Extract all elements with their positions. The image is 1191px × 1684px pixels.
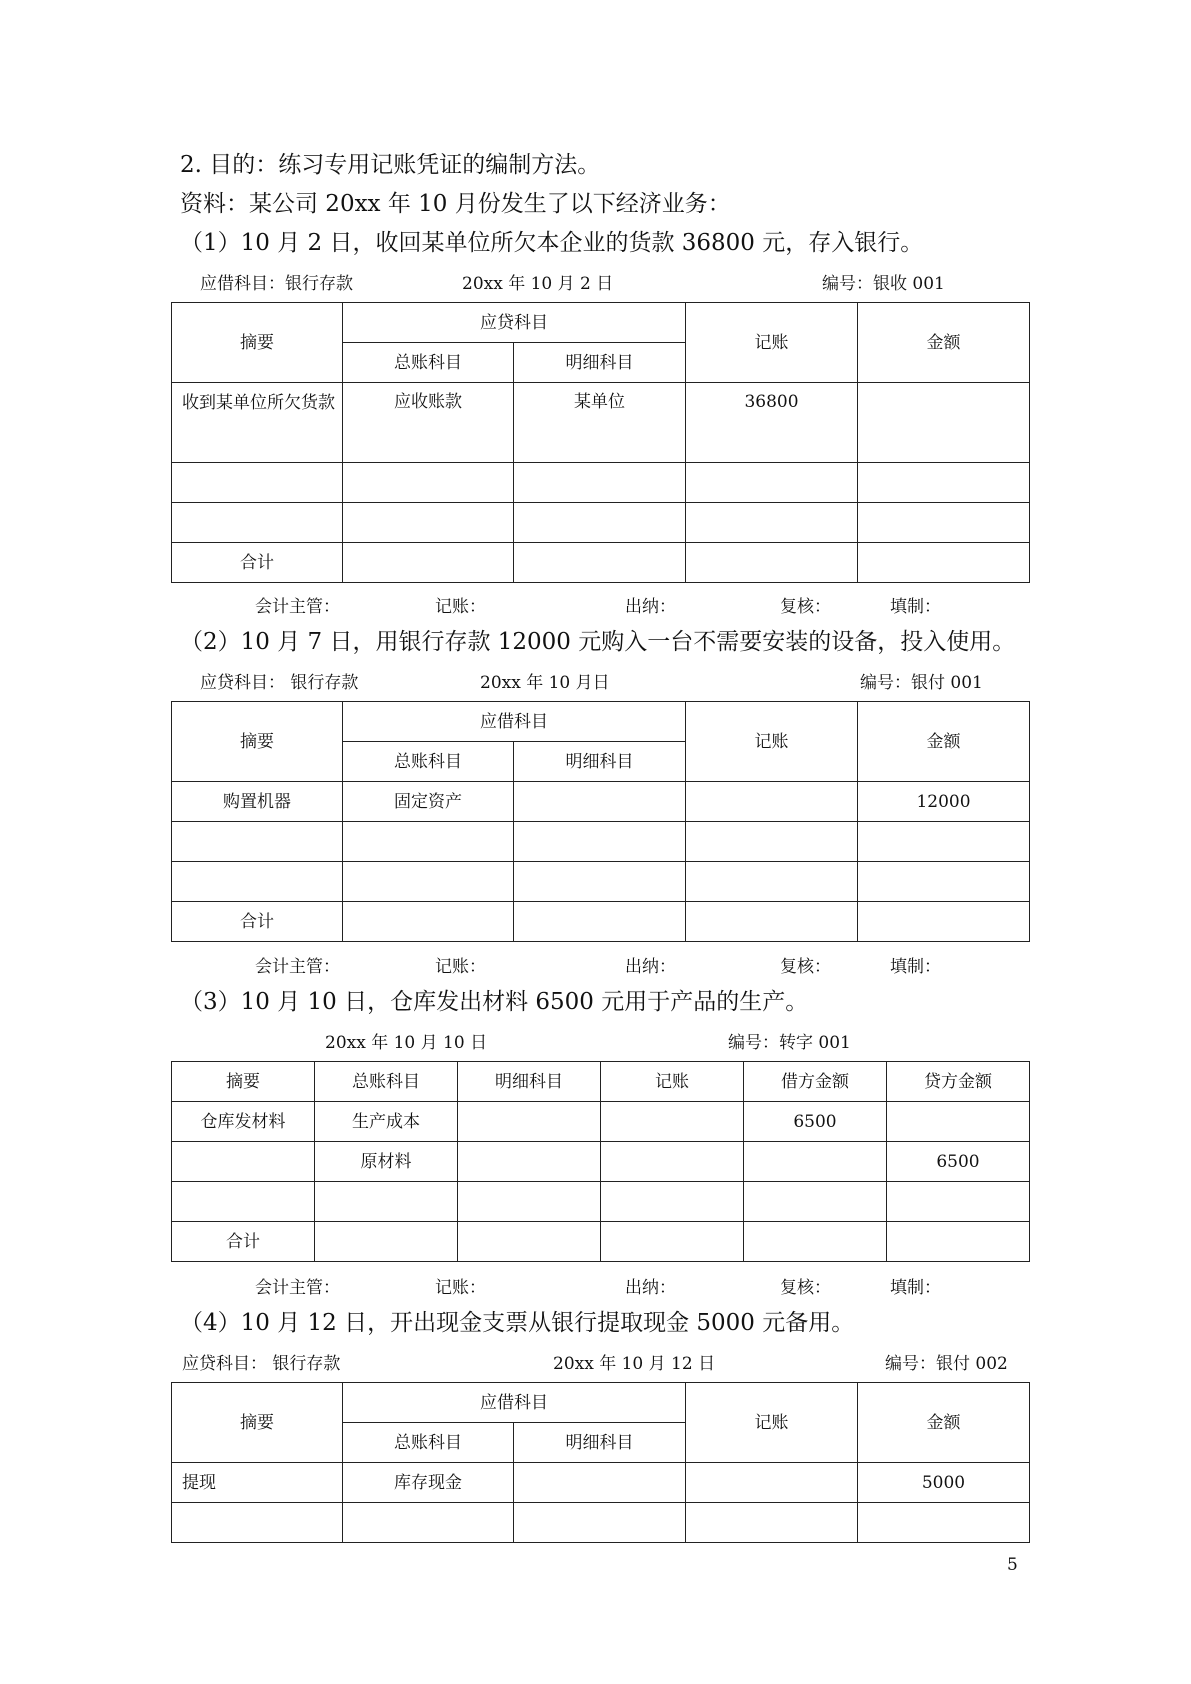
cell-detail [514, 463, 686, 503]
voucher-1-date: 20xx 年 10 月 2 日 [462, 274, 614, 294]
header-summary: 摘要 [172, 1383, 343, 1463]
cell-credit [887, 1102, 1030, 1142]
cell-credit [887, 1182, 1030, 1222]
voucher-1-description: （1）10 月 2 日，收回某单位所欠本企业的货款 36800 元，存入银行。 [180, 230, 924, 256]
cell-detail [458, 1222, 601, 1262]
voucher-2-table [171, 701, 1030, 942]
cell-posted [686, 862, 858, 902]
cell-debit [744, 1222, 887, 1262]
cell-debit [744, 1182, 887, 1222]
table-row [172, 862, 1030, 902]
cell-debit [744, 1142, 887, 1182]
header-general-ledger: 总账科目 [315, 1062, 458, 1102]
cell-general [343, 1503, 514, 1543]
cell-general [343, 822, 514, 862]
cell-detail [458, 1142, 601, 1182]
sig-bookkeeper: 记账： [435, 597, 486, 617]
cell-detail [514, 503, 686, 543]
sig-preparer: 填制： [890, 1278, 941, 1298]
sig-cashier: 出纳： [625, 1278, 676, 1298]
cell-amount [858, 862, 1030, 902]
cell-summary [172, 463, 343, 503]
table-row-total [172, 902, 1030, 942]
header-general-ledger: 总账科目 [343, 1423, 514, 1463]
cell-credit: 6500 [887, 1142, 1030, 1182]
header-posted: 记账 [686, 303, 858, 383]
cell-detail [514, 543, 686, 583]
sig-reviewer: 复核： [780, 957, 831, 977]
cell-detail [514, 902, 686, 942]
voucher-2-date: 20xx 年 10 月日 [480, 673, 610, 693]
cell-posted [686, 1503, 858, 1543]
header-summary: 摘要 [172, 1062, 315, 1102]
header-amount: 金额 [858, 1383, 1030, 1463]
cell-amount [858, 383, 1030, 463]
cell-general [343, 902, 514, 942]
cell-detail [514, 862, 686, 902]
cell-summary: 仓库发材料 [172, 1102, 315, 1142]
header-debit-amount: 借方金额 [744, 1062, 887, 1102]
cell-credit [887, 1222, 1030, 1262]
cell-debit: 6500 [744, 1102, 887, 1142]
cell-general [315, 1222, 458, 1262]
cell-summary [172, 1182, 315, 1222]
header-debit-account: 应借科目 [343, 1383, 686, 1423]
voucher-4-number: 编号：银付 002 [885, 1354, 1008, 1374]
cell-detail [458, 1182, 601, 1222]
table-row [172, 1503, 1030, 1543]
table-row [172, 782, 1030, 822]
cell-general [343, 503, 514, 543]
cell-amount [858, 543, 1030, 583]
cell-summary: 购置机器 [172, 782, 343, 822]
cell-posted [686, 463, 858, 503]
header-detail-account: 明细科目 [514, 343, 686, 383]
cell-general [315, 1182, 458, 1222]
cell-amount [858, 1503, 1030, 1543]
cell-posted [601, 1102, 744, 1142]
voucher-4-account: 应贷科目： 银行存款 [182, 1354, 341, 1374]
header-general-ledger: 总账科目 [343, 742, 514, 782]
voucher-1-table [171, 302, 1030, 583]
voucher-1-number: 编号：银收 001 [822, 274, 945, 294]
header-posted: 记账 [686, 702, 858, 782]
header-detail-account: 明细科目 [514, 742, 686, 782]
cell-amount: 5000 [858, 1463, 1030, 1503]
table-row [172, 1182, 1030, 1222]
cell-summary: 合计 [172, 902, 343, 942]
cell-detail [514, 1463, 686, 1503]
table-row-total [172, 543, 1030, 583]
cell-general: 生产成本 [315, 1102, 458, 1142]
cell-general: 应收账款 [343, 383, 514, 463]
sig-chief-accountant: 会计主管： [255, 597, 340, 617]
cell-amount [858, 463, 1030, 503]
cell-summary: 合计 [172, 543, 343, 583]
sig-bookkeeper: 记账： [435, 1278, 486, 1298]
cell-general [343, 543, 514, 583]
page-number: 5 [1007, 1555, 1018, 1575]
sig-bookkeeper: 记账： [435, 957, 486, 977]
cell-detail: 某单位 [514, 383, 686, 463]
cell-posted [601, 1182, 744, 1222]
header-detail-account: 明细科目 [514, 1423, 686, 1463]
header-credit-account: 应贷科目 [343, 303, 686, 343]
header-amount: 金额 [858, 702, 1030, 782]
material-text: 资料：某公司 20xx 年 10 月份发生了以下经济业务： [180, 191, 731, 217]
header-amount: 金额 [858, 303, 1030, 383]
header-posted: 记账 [686, 1383, 858, 1463]
voucher-4-date: 20xx 年 10 月 12 日 [553, 1354, 716, 1374]
cell-summary [172, 822, 343, 862]
cell-posted [686, 902, 858, 942]
cell-summary [172, 503, 343, 543]
voucher-2-number: 编号：银付 001 [860, 673, 983, 693]
table-row [172, 1463, 1030, 1503]
header-detail-account: 明细科目 [458, 1062, 601, 1102]
voucher-3-table [171, 1061, 1030, 1262]
cell-summary [172, 862, 343, 902]
cell-posted [686, 543, 858, 583]
header-posted: 记账 [601, 1062, 744, 1102]
cell-summary [172, 1503, 343, 1543]
header-general-ledger: 总账科目 [343, 343, 514, 383]
cell-general: 固定资产 [343, 782, 514, 822]
cell-summary: 收到某单位所欠货款 [172, 383, 343, 463]
voucher-3-description: （3）10 月 10 日，仓库发出材料 6500 元用于产品的生产。 [180, 989, 809, 1015]
header-summary: 摘要 [172, 702, 343, 782]
table-row [172, 1102, 1030, 1142]
header-credit-amount: 贷方金额 [887, 1062, 1030, 1102]
cell-general [343, 862, 514, 902]
cell-amount [858, 902, 1030, 942]
sig-chief-accountant: 会计主管： [255, 957, 340, 977]
cell-general [343, 463, 514, 503]
cell-detail [514, 822, 686, 862]
voucher-2-description: （2）10 月 7 日，用银行存款 12000 元购入一台不需要安装的设备，投入使用。 [180, 629, 1016, 655]
cell-summary: 合计 [172, 1222, 315, 1262]
cell-detail [458, 1102, 601, 1142]
cell-posted [686, 782, 858, 822]
cell-posted [686, 822, 858, 862]
voucher-3-date: 20xx 年 10 月 10 日 [325, 1033, 488, 1053]
sig-chief-accountant: 会计主管： [255, 1278, 340, 1298]
cell-detail [514, 1503, 686, 1543]
voucher-2-account: 应贷科目： 银行存款 [200, 673, 359, 693]
voucher-4-description: （4）10 月 12 日，开出现金支票从银行提取现金 5000 元备用。 [180, 1310, 855, 1336]
cell-posted: 36800 [686, 383, 858, 463]
voucher-4-table [171, 1382, 1030, 1543]
table-row [172, 503, 1030, 543]
voucher-3-number: 编号：转字 001 [728, 1033, 851, 1053]
cell-general: 库存现金 [343, 1463, 514, 1503]
cell-general: 原材料 [315, 1142, 458, 1182]
cell-amount [858, 503, 1030, 543]
cell-summary [172, 1142, 315, 1182]
table-row [172, 1142, 1030, 1182]
sig-preparer: 填制： [890, 957, 941, 977]
header-debit-account: 应借科目 [343, 702, 686, 742]
table-row [172, 383, 1030, 463]
sig-cashier: 出纳： [625, 957, 676, 977]
header-summary: 摘要 [172, 303, 343, 383]
sig-reviewer: 复核： [780, 1278, 831, 1298]
cell-summary: 提现 [172, 1463, 343, 1503]
table-row [172, 822, 1030, 862]
cell-detail [514, 782, 686, 822]
cell-amount: 12000 [858, 782, 1030, 822]
table-row [172, 463, 1030, 503]
cell-amount [858, 822, 1030, 862]
cell-posted [601, 1142, 744, 1182]
sig-cashier: 出纳： [625, 597, 676, 617]
cell-posted [686, 1463, 858, 1503]
exercise-heading: 2. 目的：练习专用记账凭证的编制方法。 [180, 152, 601, 178]
sig-reviewer: 复核： [780, 597, 831, 617]
table-row-total [172, 1222, 1030, 1262]
sig-preparer: 填制： [890, 597, 941, 617]
cell-posted [601, 1222, 744, 1262]
voucher-1-account: 应借科目：银行存款 [200, 274, 353, 294]
cell-posted [686, 503, 858, 543]
